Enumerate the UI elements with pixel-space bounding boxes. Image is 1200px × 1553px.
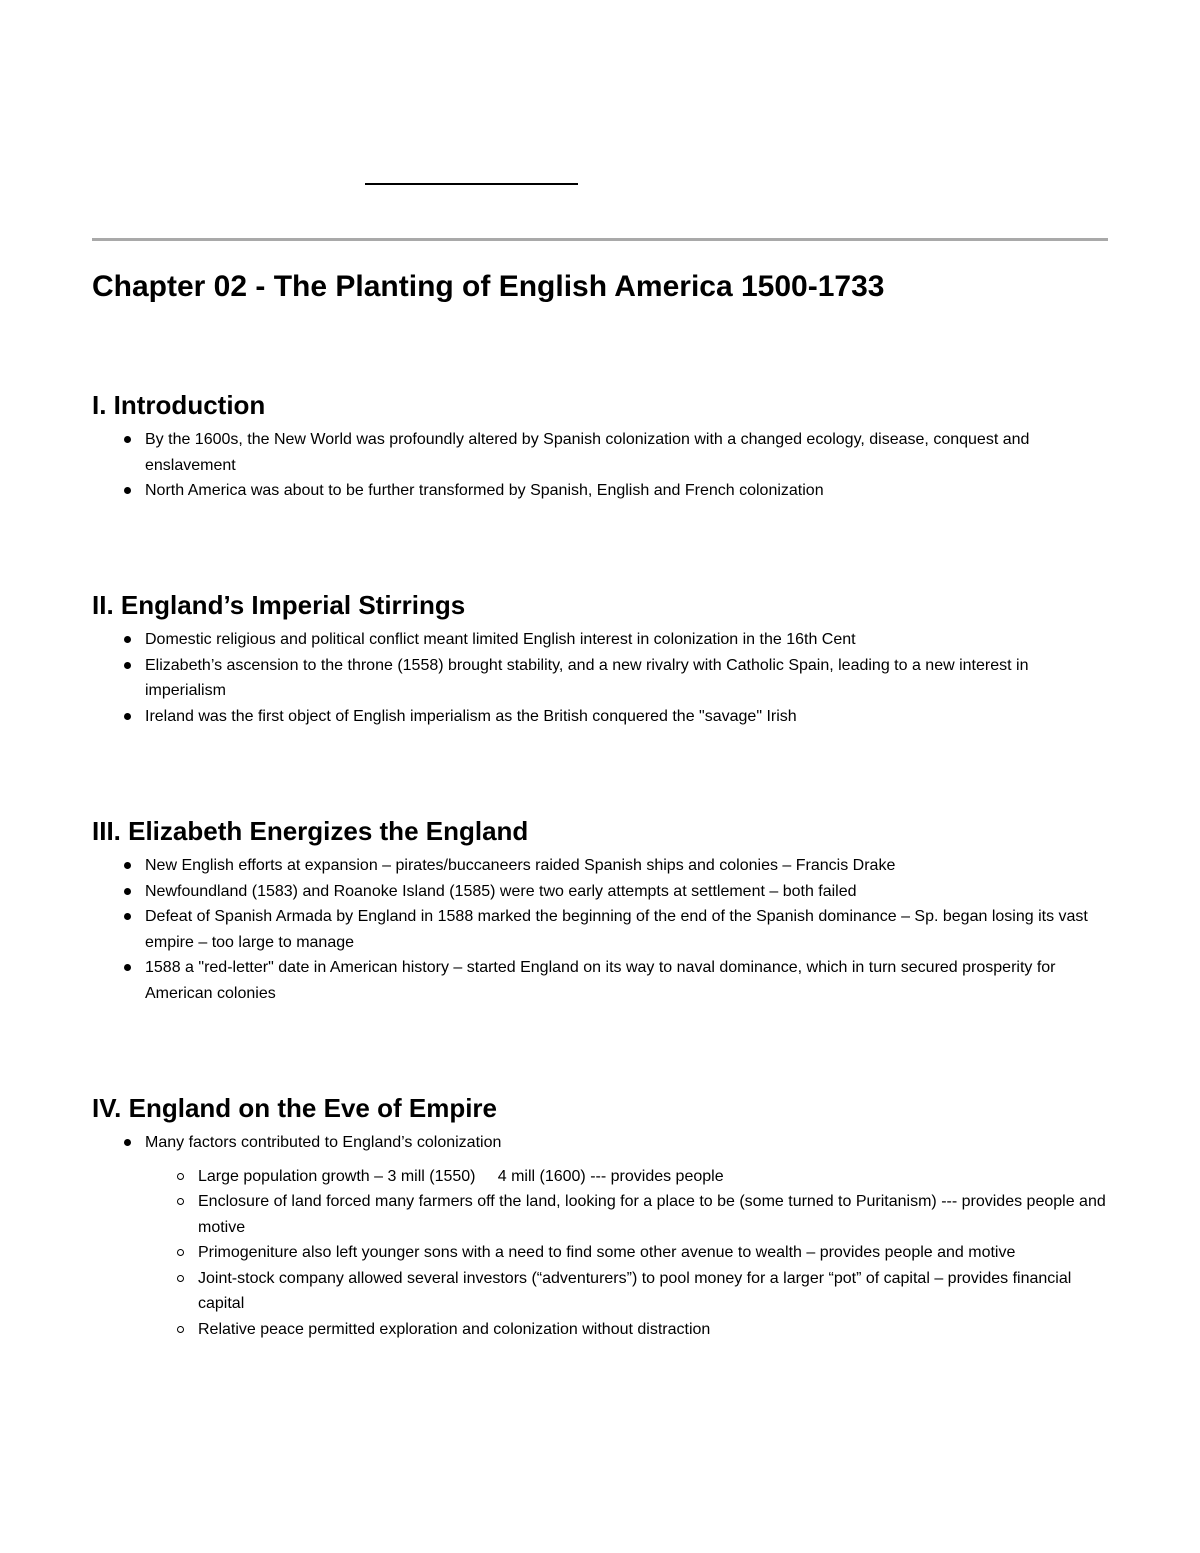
list-item: Many factors contributed to England’s colonization Large population growth – 3 mill (1550) 4 mill (1600) --- provides people Enclosure of land forced many farmers off the land, looking for a place to be (some turned to Puritanism) --- provides people and motive Primogeniture also left younger sons with a need to find some other avenue to wealth – provides people and motive Joint-stock company allowed several investors (“adventurers”) to pool money for a larger “pot” of capital – provides financial capital Relative peace permitted exploration and colonization without distraction bbox=[145, 1130, 1112, 1342]
list-item: New English efforts at expansion – pirates/buccaneers raided Spanish ships and colonies – Francis Drake bbox=[145, 853, 1112, 879]
section-heading: II. England’s Imperial Stirrings bbox=[92, 590, 466, 620]
bullet-icon bbox=[124, 662, 131, 669]
hollow-bullet-icon bbox=[177, 1249, 184, 1256]
hollow-bullet-icon bbox=[177, 1275, 184, 1282]
horizontal-divider bbox=[92, 238, 1108, 241]
bullet-list bbox=[92, 427, 1112, 504]
sub-list-item: Enclosure of land forced many farmers off the land, looking for a place to be (some turned to Puritanism) --- provides people and motive bbox=[198, 1189, 1108, 1240]
bullet-list bbox=[92, 627, 1112, 729]
list-item: By the 1600s, the New World was profoundly altered by Spanish colonization with a changed ecology, disease, conquest and enslavement bbox=[145, 427, 1112, 478]
bullet-icon bbox=[124, 487, 131, 494]
list-item: Defeat of Spanish Armada by England in 1588 marked the beginning of the end of the Spanish dominance – Sp. began losing its vast empire – too large to manage bbox=[145, 904, 1112, 955]
bullet-icon bbox=[124, 862, 131, 869]
sub-list-item: Primogeniture also left younger sons with a need to find some other avenue to wealth – provides people and motive bbox=[198, 1240, 1108, 1266]
section-heading: I. Introduction bbox=[92, 390, 266, 420]
section-imperial-stirrings bbox=[92, 589, 1112, 729]
bullet-icon bbox=[124, 436, 131, 443]
section-heading: IV. England on the Eve of Empire bbox=[92, 1093, 498, 1123]
list-item: Newfoundland (1583) and Roanoke Island (1585) were two early attempts at settlement – both failed bbox=[145, 879, 1112, 905]
hollow-bullet-icon bbox=[177, 1326, 184, 1333]
page-title: Chapter 02 - The Planting of English America 1500-1733 bbox=[92, 270, 885, 303]
list-item: Domestic religious and political conflict meant limited English interest in colonization in the 16th Cent bbox=[145, 627, 1112, 653]
hollow-bullet-icon bbox=[177, 1198, 184, 1205]
section-introduction bbox=[92, 389, 1112, 504]
bullet-list bbox=[92, 853, 1112, 1006]
list-item: 1588 a "red-letter" date in American history – started England on its way to naval dominance, which in turn secured prosperity for American colonies bbox=[145, 955, 1112, 1006]
hollow-bullet-icon bbox=[177, 1173, 184, 1180]
bullet-icon bbox=[124, 913, 131, 920]
top-rule bbox=[365, 183, 578, 185]
section-heading: III. Elizabeth Energizes the England bbox=[92, 816, 529, 846]
section-elizabeth-energizes bbox=[92, 815, 1112, 1006]
list-item: North America was about to be further transformed by Spanish, English and French colonization bbox=[145, 478, 1112, 504]
bullet-icon bbox=[124, 964, 131, 971]
bullet-icon bbox=[124, 636, 131, 643]
sub-list-item: Joint-stock company allowed several investors (“adventurers”) to pool money for a larger “pot” of capital – provides financial capital bbox=[198, 1266, 1108, 1317]
sub-bullet-list bbox=[145, 1164, 1108, 1343]
section-eve-of-empire bbox=[92, 1092, 1112, 1342]
bullet-icon bbox=[124, 888, 131, 895]
bullet-icon bbox=[124, 713, 131, 720]
sub-list-item: Relative peace permitted exploration and colonization without distraction bbox=[198, 1317, 1108, 1343]
list-item: Ireland was the first object of English imperialism as the British conquered the "savage" Irish bbox=[145, 704, 1112, 730]
list-item: Elizabeth’s ascension to the throne (1558) brought stability, and a new rivalry with Catholic Spain, leading to a new interest in imperialism bbox=[145, 653, 1112, 704]
sub-list-item: Large population growth – 3 mill (1550) 4 mill (1600) --- provides people bbox=[198, 1164, 1108, 1190]
bullet-list bbox=[92, 1130, 1112, 1342]
bullet-icon bbox=[124, 1139, 131, 1146]
